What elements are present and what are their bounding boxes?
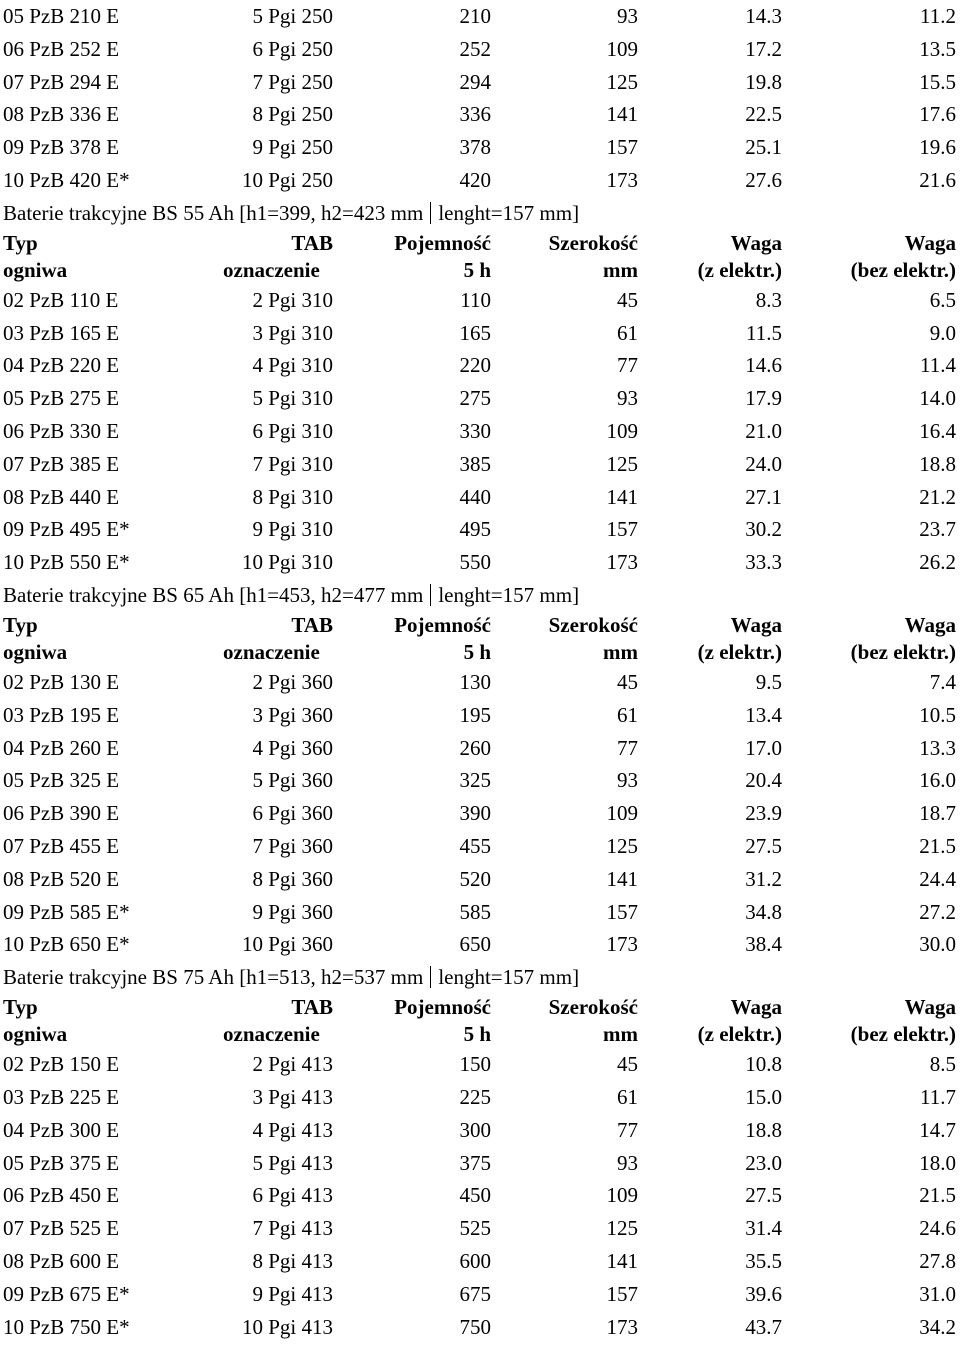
cell-weight-without-electrolyte: 18.7 <box>919 801 956 826</box>
cell-weight-without-electrolyte: 15.5 <box>919 69 956 94</box>
cell-capacity: 600 <box>459 1248 491 1273</box>
table-row <box>0 317 960 350</box>
header-col6-line2: (bez elektr.) <box>850 1022 956 1047</box>
cell-width: 93 <box>617 1150 638 1175</box>
header-col3-line1: Pojemność <box>394 612 491 637</box>
table-row <box>0 830 960 863</box>
cell-type: 08 PzB 600 E <box>3 1248 120 1273</box>
cell-type: 07 PzB 525 E <box>3 1216 120 1241</box>
cell-weight-with-electrolyte: 23.0 <box>745 1150 782 1175</box>
cell-tab: 4 Pgi 413 <box>252 1117 333 1142</box>
cell-type: 04 PzB 260 E <box>3 735 120 760</box>
cell-weight-with-electrolyte: 39.6 <box>745 1281 782 1306</box>
header-col6-line1: Waga <box>904 995 956 1020</box>
cell-weight-without-electrolyte: 21.2 <box>919 484 956 509</box>
cell-weight-without-electrolyte: 14.0 <box>919 386 956 411</box>
cell-capacity: 275 <box>459 386 491 411</box>
cell-weight-with-electrolyte: 38.4 <box>745 932 782 957</box>
cell-tab: 4 Pgi 360 <box>252 735 333 760</box>
cell-tab: 7 Pgi 250 <box>252 69 333 94</box>
cell-type: 03 PzB 165 E <box>3 320 120 345</box>
header-row <box>0 612 960 639</box>
header-col5-line2: (z elektr.) <box>697 639 782 664</box>
cell-weight-with-electrolyte: 19.8 <box>745 69 782 94</box>
header-col1-line1: Typ <box>3 995 38 1020</box>
table-row <box>0 513 960 546</box>
cell-width: 157 <box>606 517 638 542</box>
cell-capacity: 220 <box>459 353 491 378</box>
cell-weight-without-electrolyte: 27.8 <box>919 1248 956 1273</box>
cell-type: 05 PzB 375 E <box>3 1150 120 1175</box>
cell-weight-without-electrolyte: 19.6 <box>919 135 956 160</box>
header-col2-line2: oznaczenie <box>223 639 320 664</box>
cell-capacity: 378 <box>459 135 491 160</box>
cell-width: 173 <box>606 167 638 192</box>
cell-tab: 9 Pgi 413 <box>252 1281 333 1306</box>
cell-capacity: 525 <box>459 1216 491 1241</box>
cell-tab: 5 Pgi 250 <box>252 4 333 28</box>
table-row <box>0 546 960 579</box>
table-row <box>0 481 960 514</box>
table-row <box>0 1245 960 1278</box>
separator-bar <box>430 202 431 224</box>
separator-bar <box>430 966 431 988</box>
cell-weight-without-electrolyte: 11.7 <box>920 1084 956 1109</box>
header-col5-line1: Waga <box>730 230 782 255</box>
cell-tab: 10 Pgi 250 <box>241 167 333 192</box>
cell-capacity: 440 <box>459 484 491 509</box>
cell-capacity: 165 <box>459 320 491 345</box>
cell-type: 06 PzB 252 E <box>3 36 120 61</box>
cell-tab: 6 Pgi 250 <box>252 36 333 61</box>
cell-width: 77 <box>617 353 638 378</box>
cell-tab: 9 Pgi 310 <box>252 517 333 542</box>
table-row <box>0 415 960 448</box>
cell-weight-with-electrolyte: 8.3 <box>755 287 782 312</box>
section-title <box>0 961 960 994</box>
cell-tab: 2 Pgi 360 <box>252 669 333 694</box>
table-row <box>0 1179 960 1212</box>
table-row <box>0 863 960 896</box>
cell-weight-with-electrolyte: 11.5 <box>746 320 782 345</box>
cell-capacity: 260 <box>459 735 491 760</box>
table-row <box>0 1114 960 1147</box>
table-row <box>0 66 960 99</box>
header-row <box>0 639 960 666</box>
cell-tab: 5 Pgi 310 <box>252 386 333 411</box>
cell-tab: 2 Pgi 310 <box>252 287 333 312</box>
cell-tab: 3 Pgi 413 <box>252 1084 333 1109</box>
cell-weight-with-electrolyte: 22.5 <box>745 102 782 127</box>
cell-capacity: 550 <box>459 550 491 575</box>
table-row <box>0 732 960 765</box>
cell-width: 93 <box>617 4 638 28</box>
cell-width: 61 <box>617 320 638 345</box>
cell-capacity: 325 <box>459 768 491 793</box>
cell-width: 173 <box>606 1314 638 1339</box>
header-col2-line1: TAB <box>291 230 333 255</box>
cell-capacity: 750 <box>459 1314 491 1339</box>
section-title <box>0 579 960 612</box>
cell-weight-without-electrolyte: 7.4 <box>929 669 956 694</box>
cell-width: 141 <box>606 484 638 509</box>
cell-weight-without-electrolyte: 16.4 <box>919 418 956 443</box>
cell-capacity: 385 <box>459 451 491 476</box>
cell-width: 45 <box>617 669 638 694</box>
cell-tab: 6 Pgi 310 <box>252 418 333 443</box>
cell-type: 05 PzB 210 E <box>3 4 120 28</box>
cell-capacity: 650 <box>459 932 491 957</box>
cell-tab: 3 Pgi 310 <box>252 320 333 345</box>
cell-type: 10 PzB 650 E* <box>3 932 130 957</box>
cell-tab: 8 Pgi 310 <box>252 484 333 509</box>
section-title-part1: Baterie trakcyjne BS 65 Ah [h1=453, h2=477 mm <box>3 582 424 607</box>
cell-width: 125 <box>606 69 638 94</box>
cell-weight-with-electrolyte: 14.6 <box>745 353 782 378</box>
table-row <box>0 1147 960 1180</box>
cell-weight-with-electrolyte: 35.5 <box>745 1248 782 1273</box>
header-col2-line2: oznaczenie <box>223 257 320 282</box>
cell-weight-without-electrolyte: 17.6 <box>919 102 956 127</box>
cell-weight-with-electrolyte: 33.3 <box>745 550 782 575</box>
cell-capacity: 390 <box>459 801 491 826</box>
cell-weight-with-electrolyte: 15.0 <box>745 1084 782 1109</box>
header-col3-line2: 5 h <box>463 1022 491 1047</box>
header-col3-line1: Pojemność <box>394 995 491 1020</box>
cell-capacity: 495 <box>459 517 491 542</box>
cell-weight-with-electrolyte: 31.4 <box>745 1216 782 1241</box>
header-col6-line1: Waga <box>904 612 956 637</box>
cell-weight-with-electrolyte: 31.2 <box>745 866 782 891</box>
cell-tab: 7 Pgi 360 <box>252 833 333 858</box>
header-col2-line1: TAB <box>291 995 333 1020</box>
table-row <box>0 699 960 732</box>
header-col4-line1: Szerokość <box>548 612 638 637</box>
table-row <box>0 382 960 415</box>
cell-width: 157 <box>606 899 638 924</box>
cell-weight-without-electrolyte: 30.0 <box>919 932 956 957</box>
header-col4-line2: mm <box>603 639 638 664</box>
cell-weight-with-electrolyte: 10.8 <box>745 1052 782 1077</box>
cell-weight-without-electrolyte: 11.4 <box>920 353 956 378</box>
cell-width: 125 <box>606 451 638 476</box>
cell-width: 109 <box>606 418 638 443</box>
cell-weight-with-electrolyte: 21.0 <box>745 418 782 443</box>
cell-width: 109 <box>606 36 638 61</box>
cell-weight-without-electrolyte: 21.5 <box>919 833 956 858</box>
cell-capacity: 150 <box>459 1052 491 1077</box>
cell-tab: 10 Pgi 360 <box>241 932 333 957</box>
header-col3-line2: 5 h <box>463 257 491 282</box>
table-row <box>0 448 960 481</box>
cell-weight-without-electrolyte: 13.3 <box>919 735 956 760</box>
cell-tab: 3 Pgi 360 <box>252 702 333 727</box>
table-row <box>0 164 960 197</box>
cell-tab: 7 Pgi 310 <box>252 451 333 476</box>
cell-weight-with-electrolyte: 24.0 <box>745 451 782 476</box>
cell-weight-without-electrolyte: 14.7 <box>919 1117 956 1142</box>
cell-weight-without-electrolyte: 27.2 <box>919 899 956 924</box>
table-row <box>0 896 960 929</box>
cell-width: 141 <box>606 866 638 891</box>
cell-type: 07 PzB 294 E <box>3 69 120 94</box>
cell-type: 09 PzB 378 E <box>3 135 120 160</box>
cell-width: 109 <box>606 801 638 826</box>
cell-weight-with-electrolyte: 27.1 <box>745 484 782 509</box>
cell-capacity: 520 <box>459 866 491 891</box>
header-col1-line1: Typ <box>3 612 38 637</box>
header-col2-line1: TAB <box>291 612 333 637</box>
cell-tab: 8 Pgi 250 <box>252 102 333 127</box>
cell-weight-with-electrolyte: 17.2 <box>745 36 782 61</box>
cell-tab: 6 Pgi 413 <box>252 1183 333 1208</box>
table-row <box>0 131 960 164</box>
cell-type: 03 PzB 225 E <box>3 1084 120 1109</box>
cell-type: 04 PzB 220 E <box>3 353 120 378</box>
cell-weight-with-electrolyte: 27.5 <box>745 833 782 858</box>
table-row <box>0 349 960 382</box>
cell-weight-without-electrolyte: 11.2 <box>920 4 956 28</box>
header-col2-line2: oznaczenie <box>223 1022 320 1047</box>
cell-width: 77 <box>617 1117 638 1142</box>
cell-weight-with-electrolyte: 17.9 <box>745 386 782 411</box>
header-col4-line1: Szerokość <box>548 230 638 255</box>
cell-capacity: 300 <box>459 1117 491 1142</box>
cell-weight-with-electrolyte: 30.2 <box>745 517 782 542</box>
cell-tab: 7 Pgi 413 <box>252 1216 333 1241</box>
cell-width: 141 <box>606 102 638 127</box>
cell-width: 109 <box>606 1183 638 1208</box>
cell-tab: 8 Pgi 413 <box>252 1248 333 1273</box>
section-title-part2: lenght=157 mm] <box>438 582 580 607</box>
table-row <box>0 666 960 699</box>
table-row <box>0 764 960 797</box>
cell-type: 05 PzB 275 E <box>3 386 120 411</box>
section-title-part2: lenght=157 mm] <box>438 200 580 225</box>
cell-capacity: 110 <box>460 287 491 312</box>
cell-weight-without-electrolyte: 10.5 <box>919 702 956 727</box>
cell-width: 173 <box>606 550 638 575</box>
cell-weight-without-electrolyte: 18.0 <box>919 1150 956 1175</box>
cell-width: 93 <box>617 386 638 411</box>
cell-type: 06 PzB 450 E <box>3 1183 120 1208</box>
cell-weight-with-electrolyte: 17.0 <box>745 735 782 760</box>
cell-tab: 4 Pgi 310 <box>252 353 333 378</box>
cell-capacity: 585 <box>459 899 491 924</box>
cell-weight-without-electrolyte: 24.4 <box>919 866 956 891</box>
cell-weight-with-electrolyte: 25.1 <box>745 135 782 160</box>
cell-weight-without-electrolyte: 21.6 <box>919 167 956 192</box>
cell-weight-with-electrolyte: 27.6 <box>745 167 782 192</box>
section-title-part1: Baterie trakcyjne BS 75 Ah [h1=513, h2=537 mm <box>3 965 424 990</box>
table-row <box>0 1212 960 1245</box>
cell-width: 45 <box>617 1052 638 1077</box>
cell-capacity: 210 <box>459 4 491 28</box>
cell-capacity: 330 <box>459 418 491 443</box>
separator-bar <box>430 584 431 606</box>
cell-type: 08 PzB 336 E <box>3 102 120 127</box>
cell-weight-with-electrolyte: 43.7 <box>745 1314 782 1339</box>
cell-type: 10 PzB 750 E* <box>3 1314 130 1339</box>
cell-type: 02 PzB 130 E <box>3 669 120 694</box>
cell-width: 125 <box>606 1216 638 1241</box>
cell-width: 157 <box>606 1281 638 1306</box>
cell-width: 45 <box>617 287 638 312</box>
cell-type: 07 PzB 385 E <box>3 451 120 476</box>
cell-type: 09 PzB 675 E* <box>3 1281 130 1306</box>
cell-capacity: 195 <box>459 702 491 727</box>
cell-tab: 8 Pgi 360 <box>252 866 333 891</box>
cell-type: 03 PzB 195 E <box>3 702 120 727</box>
cell-type: 07 PzB 455 E <box>3 833 120 858</box>
cell-width: 61 <box>617 702 638 727</box>
header-col3-line2: 5 h <box>463 639 491 664</box>
cell-capacity: 420 <box>459 167 491 192</box>
cell-width: 77 <box>617 735 638 760</box>
header-col4-line2: mm <box>603 1022 638 1047</box>
cell-width: 125 <box>606 833 638 858</box>
header-row <box>0 230 960 257</box>
cell-type: 10 PzB 420 E* <box>3 167 130 192</box>
table-row <box>0 1048 960 1081</box>
cell-type: 05 PzB 325 E <box>3 768 120 793</box>
cell-capacity: 130 <box>459 669 491 694</box>
table-row <box>0 284 960 317</box>
cell-type: 09 PzB 495 E* <box>3 517 130 542</box>
cell-capacity: 294 <box>459 69 491 94</box>
cell-capacity: 375 <box>459 1150 491 1175</box>
header-col1-line2: ogniwa <box>3 257 68 282</box>
header-col1-line2: ogniwa <box>3 639 68 664</box>
cell-weight-with-electrolyte: 18.8 <box>745 1117 782 1142</box>
cell-capacity: 675 <box>459 1281 491 1306</box>
cell-weight-without-electrolyte: 9.0 <box>929 320 956 345</box>
cell-width: 157 <box>606 135 638 160</box>
cell-tab: 9 Pgi 250 <box>252 135 333 160</box>
cell-capacity: 252 <box>459 36 491 61</box>
cell-width: 93 <box>617 768 638 793</box>
cell-weight-without-electrolyte: 26.2 <box>919 550 956 575</box>
cell-tab: 5 Pgi 360 <box>252 768 333 793</box>
cell-weight-with-electrolyte: 23.9 <box>745 801 782 826</box>
header-col6-line1: Waga <box>904 230 956 255</box>
cell-weight-without-electrolyte: 24.6 <box>919 1216 956 1241</box>
cell-type: 10 PzB 550 E* <box>3 550 130 575</box>
cell-weight-without-electrolyte: 21.5 <box>919 1183 956 1208</box>
cell-weight-without-electrolyte: 6.5 <box>929 287 956 312</box>
cell-weight-with-electrolyte: 13.4 <box>745 702 782 727</box>
cell-weight-without-electrolyte: 18.8 <box>919 451 956 476</box>
header-col1-line2: ogniwa <box>3 1022 68 1047</box>
table-row <box>0 1278 960 1311</box>
header-col5-line2: (z elektr.) <box>697 1022 782 1047</box>
cell-weight-with-electrolyte: 9.5 <box>755 669 782 694</box>
cell-tab: 10 Pgi 310 <box>241 550 333 575</box>
table-row <box>0 797 960 830</box>
cell-weight-without-electrolyte: 23.7 <box>919 517 956 542</box>
cell-type: 06 PzB 390 E <box>3 801 120 826</box>
cell-weight-with-electrolyte: 20.4 <box>745 768 782 793</box>
cell-capacity: 225 <box>459 1084 491 1109</box>
header-col5-line2: (z elektr.) <box>697 257 782 282</box>
cell-type: 09 PzB 585 E* <box>3 899 130 924</box>
cell-capacity: 455 <box>459 833 491 858</box>
header-row <box>0 257 960 284</box>
cell-capacity: 450 <box>459 1183 491 1208</box>
cell-width: 61 <box>617 1084 638 1109</box>
table-row <box>0 98 960 131</box>
table-row <box>0 33 960 66</box>
table-row <box>0 1081 960 1114</box>
header-col5-line1: Waga <box>730 995 782 1020</box>
cell-width: 173 <box>606 932 638 957</box>
table-row <box>0 0 960 33</box>
header-col3-line1: Pojemność <box>394 230 491 255</box>
cell-weight-with-electrolyte: 14.3 <box>745 4 782 28</box>
cell-type: 04 PzB 300 E <box>3 1117 120 1142</box>
header-col1-line1: Typ <box>3 230 38 255</box>
cell-capacity: 336 <box>459 102 491 127</box>
cell-weight-with-electrolyte: 34.8 <box>745 899 782 924</box>
cell-type: 02 PzB 150 E <box>3 1052 120 1077</box>
cell-type: 02 PzB 110 E <box>3 287 119 312</box>
header-col4-line1: Szerokość <box>548 995 638 1020</box>
section-title <box>0 197 960 230</box>
cell-weight-without-electrolyte: 16.0 <box>919 768 956 793</box>
header-row <box>0 1021 960 1048</box>
cell-tab: 2 Pgi 413 <box>252 1052 333 1077</box>
cell-tab: 9 Pgi 360 <box>252 899 333 924</box>
cell-type: 08 PzB 520 E <box>3 866 120 891</box>
header-col5-line1: Waga <box>730 612 782 637</box>
cell-tab: 5 Pgi 413 <box>252 1150 333 1175</box>
cell-weight-without-electrolyte: 8.5 <box>929 1052 956 1077</box>
cell-weight-without-electrolyte: 34.2 <box>919 1314 956 1339</box>
cell-type: 06 PzB 330 E <box>3 418 120 443</box>
header-col6-line2: (bez elektr.) <box>850 639 956 664</box>
table-row <box>0 1311 960 1344</box>
cell-tab: 6 Pgi 360 <box>252 801 333 826</box>
cell-weight-without-electrolyte: 31.0 <box>919 1281 956 1306</box>
header-row <box>0 994 960 1021</box>
header-col4-line2: mm <box>603 257 638 282</box>
cell-type: 08 PzB 440 E <box>3 484 120 509</box>
cell-width: 141 <box>606 1248 638 1273</box>
section-title-part2: lenght=157 mm] <box>438 965 580 990</box>
section-title-part1: Baterie trakcyjne BS 55 Ah [h1=399, h2=423 mm <box>3 200 424 225</box>
cell-tab: 10 Pgi 413 <box>241 1314 333 1339</box>
header-col6-line2: (bez elektr.) <box>850 257 956 282</box>
table-row <box>0 928 960 961</box>
cell-weight-without-electrolyte: 13.5 <box>919 36 956 61</box>
cell-weight-with-electrolyte: 27.5 <box>745 1183 782 1208</box>
